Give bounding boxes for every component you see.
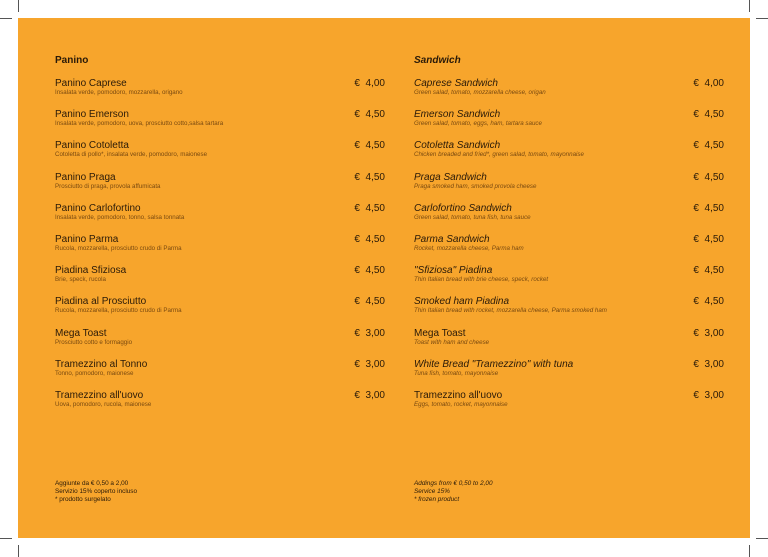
item-name: Caprese Sandwich bbox=[414, 78, 498, 89]
section-heading-panino: Panino bbox=[55, 55, 89, 66]
item-name: Parma Sandwich bbox=[414, 234, 490, 245]
item-price: € 3,00 bbox=[693, 327, 724, 339]
item-name: Emerson Sandwich bbox=[414, 109, 501, 121]
item-price: € 4,50 bbox=[354, 109, 385, 121]
note-line: * prodotto surgelato bbox=[55, 496, 111, 503]
crop-mark bbox=[756, 18, 768, 19]
item-name: White Bread "Tramezzino" with tuna bbox=[414, 358, 574, 370]
menu-page bbox=[18, 18, 750, 538]
note-line: Service 15% bbox=[414, 488, 450, 495]
item-name: Tramezzino all'uovo bbox=[414, 390, 503, 401]
item-price: € 3,00 bbox=[354, 390, 385, 401]
item-price: € 4,50 bbox=[354, 171, 385, 183]
item-description: Prosciutto cotto e formaggio bbox=[55, 338, 133, 346]
item-name: Panino Caprese bbox=[55, 78, 127, 89]
item-description: Uova, pomodoro, rucola, maionese bbox=[55, 401, 152, 408]
menu-item bbox=[414, 109, 724, 137]
menu-item bbox=[55, 234, 385, 262]
item-price: € 4,50 bbox=[693, 296, 724, 308]
item-description: Rocket, mozzarella cheese, Parma ham bbox=[414, 245, 524, 252]
item-name: Panino Carlofortino bbox=[55, 202, 141, 214]
menu-item bbox=[414, 203, 724, 231]
item-name: Panino Parma bbox=[55, 234, 119, 245]
item-price: € 3,00 bbox=[693, 358, 724, 370]
section-heading-sandwich: Sandwich bbox=[414, 55, 461, 66]
crop-mark bbox=[18, 0, 19, 12]
menu-item bbox=[55, 78, 385, 106]
menu-item bbox=[55, 172, 385, 200]
item-description: Eggs, tomato, rocket, mayonnaise bbox=[414, 401, 508, 408]
menu-item bbox=[55, 140, 385, 168]
item-price: € 4,50 bbox=[693, 109, 724, 121]
item-price: € 3,00 bbox=[354, 358, 385, 370]
item-name: Tramezzino al Tonno bbox=[55, 358, 148, 370]
item-description: Cotoletta di pollo*, insalata verde, pomodoro, maionese bbox=[55, 151, 208, 159]
item-price: € 4,50 bbox=[354, 265, 385, 277]
item-price: € 4,50 bbox=[693, 202, 724, 214]
item-name: Panino Praga bbox=[55, 171, 116, 183]
note-line: Addings from € 0,50 to 2,00 bbox=[414, 480, 493, 487]
item-price: € 4,50 bbox=[354, 234, 385, 245]
menu-item bbox=[414, 359, 724, 387]
menu-item bbox=[414, 390, 724, 418]
item-price: € 4,00 bbox=[693, 78, 724, 89]
item-price: € 4,00 bbox=[354, 78, 385, 89]
item-description: Rucola, mozzarella, prosciutto crudo di Parma bbox=[55, 245, 182, 252]
menu-item bbox=[55, 390, 385, 418]
item-price: € 4,50 bbox=[693, 140, 724, 152]
item-name: Mega Toast bbox=[414, 327, 466, 339]
menu-item bbox=[55, 203, 385, 231]
item-description: Insalata verde, pomodoro, tonno, salsa tonnata bbox=[55, 213, 185, 221]
item-description: Toast with ham and cheese bbox=[414, 338, 490, 346]
note-line: Aggiunte da € 0,50 a 2,00 bbox=[55, 480, 129, 487]
item-description: Praga smoked ham, smoked provola cheese bbox=[414, 182, 537, 190]
item-price: € 4,50 bbox=[693, 265, 724, 277]
item-description: Insalata verde, pomodoro, mozzarella, origano bbox=[55, 89, 183, 96]
item-name: "Sfiziosa" Piadina bbox=[414, 265, 493, 277]
item-price: € 4,50 bbox=[693, 234, 724, 245]
item-description: Brie, speck, rucola bbox=[55, 276, 106, 284]
menu-item bbox=[414, 328, 724, 356]
crop-mark bbox=[18, 545, 19, 557]
item-description: Green salad, tomato, tuna fish, tuna sauce bbox=[414, 213, 531, 221]
item-price: € 3,00 bbox=[693, 390, 724, 401]
item-description: Thin Italian bread with brie cheese, speck, rocket bbox=[414, 276, 549, 284]
crop-mark bbox=[756, 538, 768, 539]
item-price: € 4,50 bbox=[354, 202, 385, 214]
menu-item bbox=[55, 328, 385, 356]
item-name: Cotoletta Sandwich bbox=[414, 140, 501, 152]
note-line: * frozen product bbox=[414, 496, 460, 503]
item-name: Panino Emerson bbox=[55, 109, 129, 121]
item-price: € 4,50 bbox=[693, 171, 724, 183]
menu-item bbox=[414, 78, 724, 106]
menu-item bbox=[414, 234, 724, 262]
item-description: Prosciutto di praga, provola affumicata bbox=[55, 182, 161, 190]
item-name: Piadina Sfiziosa bbox=[55, 265, 127, 277]
note-line: Servizio 15% coperto incluso bbox=[55, 488, 138, 495]
item-name: Carlofortino Sandwich bbox=[414, 202, 512, 214]
menu-item bbox=[55, 296, 385, 324]
item-description: Green salad, tomato, eggs, ham, tartara sauce bbox=[414, 120, 542, 128]
item-description: Rucola, mozzarella, prosciutto crudo di Parma bbox=[55, 307, 182, 315]
item-name: Tramezzino all'uovo bbox=[55, 390, 144, 401]
crop-mark bbox=[0, 538, 12, 539]
item-description: Tonno, pomodoro, maionese bbox=[55, 369, 134, 377]
item-name: Smoked ham Piadina bbox=[414, 296, 510, 308]
item-price: € 4,50 bbox=[354, 296, 385, 308]
menu-item bbox=[55, 265, 385, 293]
crop-mark bbox=[749, 0, 750, 12]
crop-mark bbox=[749, 545, 750, 557]
menu-item bbox=[414, 296, 724, 324]
menu-item bbox=[414, 265, 724, 293]
menu-item bbox=[414, 140, 724, 168]
item-name: Piadina al Prosciutto bbox=[55, 296, 147, 308]
item-description: Tuna fish, tomato, mayonnaise bbox=[414, 369, 499, 377]
panino-notes bbox=[55, 480, 137, 504]
item-name: Panino Cotoletta bbox=[55, 140, 129, 152]
menu-item bbox=[55, 359, 385, 387]
item-description: Green salad, tomato, mozzarella cheese, origan bbox=[414, 89, 546, 96]
crop-mark bbox=[0, 18, 12, 19]
item-description: Thin Italian bread with rocket, mozzarella cheese, Parma smoked ham bbox=[414, 307, 607, 315]
item-price: € 4,50 bbox=[354, 140, 385, 152]
item-name: Praga Sandwich bbox=[414, 171, 487, 183]
item-name: Mega Toast bbox=[55, 327, 107, 339]
item-price: € 3,00 bbox=[354, 327, 385, 339]
menu-item bbox=[55, 109, 385, 137]
menu-item bbox=[414, 172, 724, 200]
sandwich-notes bbox=[414, 480, 493, 504]
item-description: Insalata verde, pomodoro, uova, prosciutto cotto,salsa tartara bbox=[55, 120, 224, 128]
item-description: Chicken breaded and fried*, green salad, tomato, mayonnaise bbox=[414, 151, 584, 159]
